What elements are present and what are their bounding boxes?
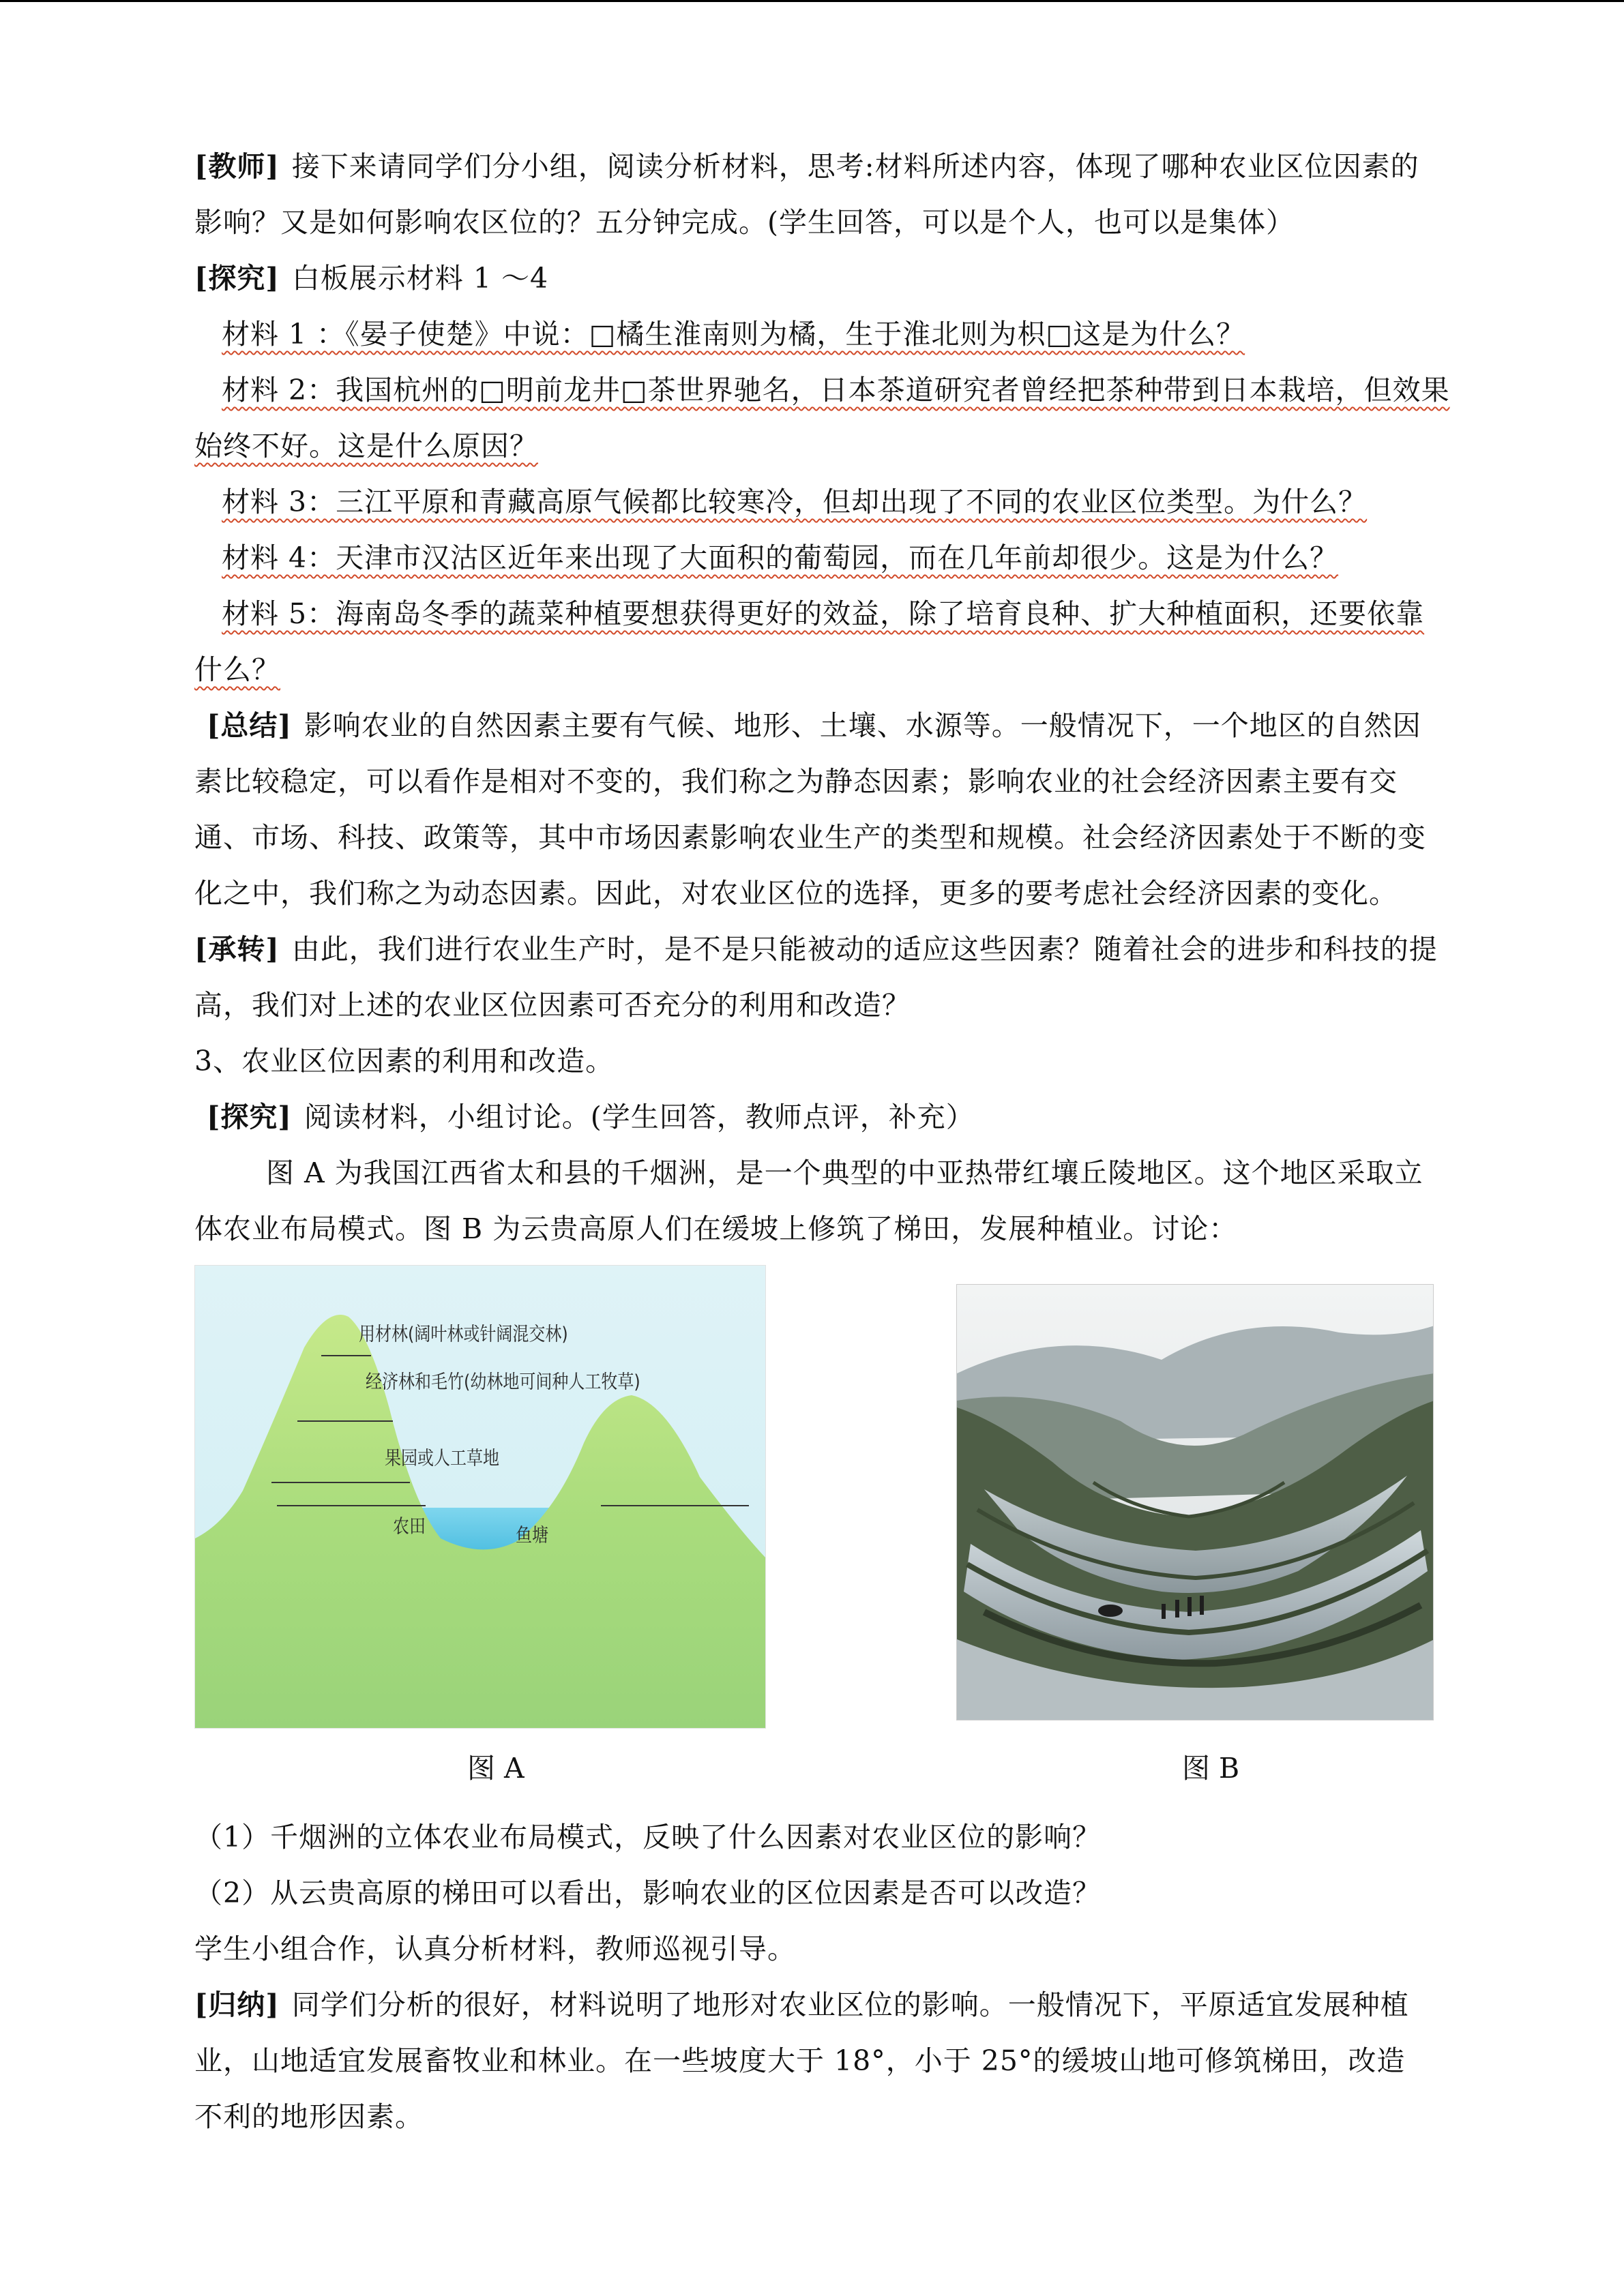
paragraph-group-work: 学生小组合作，认真分析材料，教师巡视引导。	[194, 1933, 796, 1965]
caption-figure-a: 图 A	[467, 1752, 525, 1785]
figure-b-svg	[957, 1285, 1434, 1720]
label-fish-pond: 鱼塘	[516, 1524, 548, 1547]
question-2: （2）从云贵高原的梯田可以看出，影响农业的区位因素是否可以改造？	[194, 1877, 1102, 1909]
paragraph-teacher-cont: 影响？又是如何影响农区位的？五分钟完成。(学生回答，可以是个人，也可以是集体）	[194, 206, 1295, 239]
material-5-cont: 什么？	[194, 653, 280, 686]
document-body	[194, 138, 1450, 2145]
paragraph-figure-intro: 图 A 为我国江西省太和县的千烟洲，是一个典型的中亚热带红壤丘陵地区。这个地区采取立	[266, 1157, 1423, 1189]
paragraph-conclusion-l2: 业，山地适宜发展畜牧业和林业。在一些坡度大于 18°，小于 25°的缓坡山地可修筑梯田，改造	[194, 2044, 1406, 2077]
question-1: （1）千烟洲的立体农业布局模式，反映了什么因素对农业区位的影响？	[194, 1821, 1102, 1853]
material-2: 材料 2：我国杭州的□明前龙井□茶世界驰名，日本茶道研究者曾经把茶种带到日本栽培，但效果	[222, 374, 1450, 406]
figure-row	[194, 1257, 1436, 1809]
material-3: 材料 3：三江平原和青藏高原气候都比较寒冷，但却出现了不同的农业区位类型。为什么？	[222, 486, 1368, 518]
material-1: 材料 1 ：《晏子使楚》中说：□橘生淮南则为橘，生于淮北则为枳□这是为什么？	[222, 318, 1245, 351]
caption-figure-b: 图 B	[1182, 1752, 1240, 1785]
paragraph-conclusion: [归纳] 同学们分析的很好，材料说明了地形对农业区位的影响。一般情况下，平原适宜发展种植	[194, 1988, 1409, 2021]
section-heading-3: 3、农业区位因素的利用和改造。	[194, 1045, 615, 1077]
material-5: 材料 5：海南岛冬季的蔬菜种植要想获得更好的效益，除了培育良种、扩大种植面积，还要依靠	[222, 597, 1425, 630]
tag-transition: [承转]	[194, 933, 280, 966]
figure-a-terrain-diagram	[194, 1265, 766, 1729]
tag-explore: [探究]	[194, 262, 280, 295]
paragraph-summary-l4: 化之中，我们称之为动态因素。因此，对农业区位的选择，更多的要考虑社会经济因素的变化。	[194, 877, 1398, 910]
paragraph-transition-cont: 高，我们对上述的农业区位因素可否充分的利用和改造？	[194, 989, 911, 1022]
paragraph-summary-l2: 素比较稳定，可以看作是相对不变的，我们称之为静态因素；影响农业的社会经济因素主要有交	[194, 765, 1398, 798]
tag-conclusion: [归纳]	[194, 1988, 280, 2021]
paragraph-transition: [承转] 由此，我们进行农业生产时，是不是只能被动的适应这些因素？随着社会的进步和科技的提	[194, 933, 1438, 966]
paragraph-summary-l3: 通、市场、科技、政策等，其中市场因素影响农业生产的类型和规模。社会经济因素处于不断的变	[194, 821, 1426, 854]
label-timber-forest: 用材林(阔叶林或针阔混交林)	[359, 1323, 568, 1345]
tag-summary: [总结]	[207, 709, 292, 742]
tag-explore-2: [探究]	[207, 1101, 292, 1133]
paragraph-explore-2: [探究] 阅读材料，小组讨论。(学生回答，教师点评，补充）	[207, 1101, 975, 1133]
material-2-cont: 始终不好。这是什么原因？	[194, 430, 538, 462]
label-farmland: 农田	[393, 1515, 426, 1538]
paragraph-figure-intro-cont: 体农业布局模式。图 B 为云贵高原人们在缓坡上修筑了梯田，发展种植业。讨论：	[194, 1212, 1238, 1245]
tag-teacher: [教师]	[194, 150, 280, 183]
paragraph-summary: [总结] 影响农业的自然因素主要有气候、地形、土壤、水源等。一般情况下，一个地区的自然因	[207, 709, 1421, 742]
label-economic-forest: 经济林和毛竹(幼林地可间种人工牧草)	[366, 1371, 640, 1393]
paragraph-explore: [探究] 白板展示材料 1 ～4	[194, 262, 549, 295]
label-orchard: 果园或人工草地	[385, 1447, 499, 1470]
paragraph-teacher: [教师] 接下来请同学们分小组，阅读分析材料，思考:材料所述内容，体现了哪种农业区位因素的	[194, 150, 1419, 183]
paragraph-conclusion-l3: 不利的地形因素。	[194, 2100, 424, 2133]
figure-b-terrace-photo	[956, 1284, 1434, 1720]
material-4: 材料 4：天津市汉沽区近年来出现了大面积的葡萄园，而在几年前却很少。这是为什么？	[222, 541, 1339, 574]
